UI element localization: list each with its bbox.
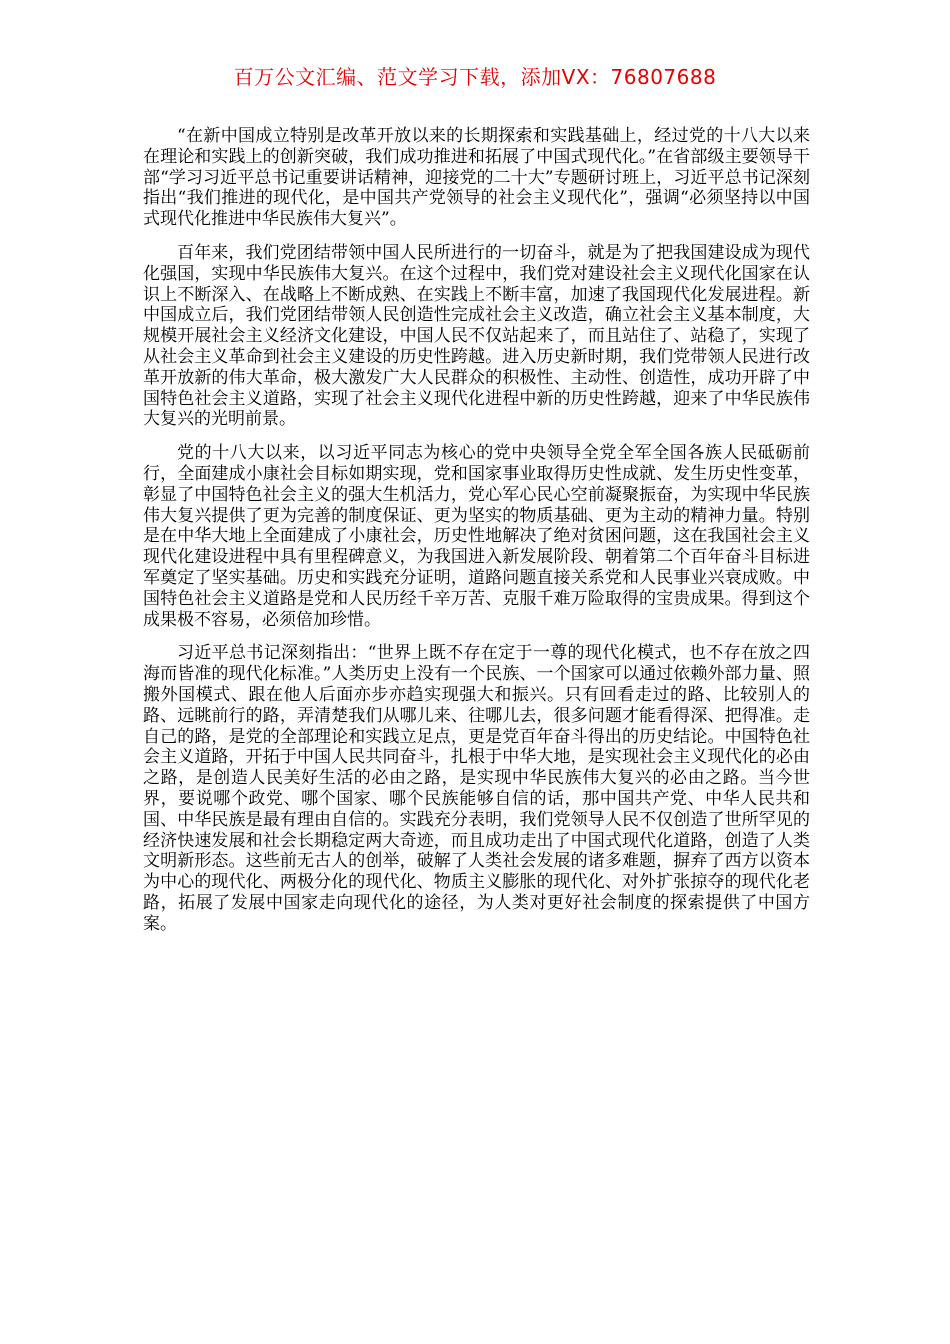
paragraph-1: “在新中国成立特别是改革开放以来的长期探索和实践基础上，经过党的十八大以来在理论和实践上的创新突破，我们成功推进和拓展了中国式现代化。”在省部级主要领导干部“学习习近平总书记重要讲话精神，迎接党的二十大”专题研讨班上，习近平总书记深刻指出“我们推进的现代化，是中国共产党领导的社会主义现代化”，强调“必须坚持以中国式现代化推进中华民族伟大复兴”。 [143, 126, 810, 230]
paragraph-4: 习近平总书记深刻指出：“世界上既不存在定于一尊的现代化模式，也不存在放之四海而皆准的现代化标准。”人类历史上没有一个民族、一个国家可以通过依赖外部力量、照搬外国模式、跟在他人后面亦步亦趋实现强大和振兴。只有回看走过的路、比较别人的路、远眺前行的路，弄清楚我们从哪儿来、往哪儿去，很多问题才能看得深、把得准。走自己的路，是党的全部理论和实践立足点，更是党百年奋斗得出的历史结论。中国特色社会主义道路，开拓于中国人民共同奋斗，扎根于中华大地，是实现社会主义现代化的必由之路，是创造人民美好生活的必由之路，是实现中华民族伟大复兴的必由之路。当今世界，要说哪个政党、哪个国家、哪个民族能够自信的话，那中国共产党、中华人民共和国、中华民族是最有理由自信的。实践充分表明，我们党领导人民不仅创造了世所罕见的经济快速发展和社会长期稳定两大奇迹，而且成功走出了中国式现代化道路，创造了人类文明新形态。这些前无古人的创举，破解了人类社会发展的诸多难题，摒弃了西方以资本为中心的现代化、两极分化的现代化、物质主义膨胀的现代化、对外扩张掠夺的现代化老路，拓展了发展中国家走向现代化的途径，为人类对更好社会制度的探索提供了中国方案。 [143, 643, 810, 934]
document-body [143, 126, 810, 934]
watermark-header-text: 百万公文汇编、范文学习下载，添加VX：76807688 [233, 65, 717, 89]
paragraph-2: 百年来，我们党团结带领中国人民所进行的一切奋斗，就是为了把我国建设成为现代化强国，实现中华民族伟大复兴。在这个过程中，我们党对建设社会主义现代化国家在认识上不断深入、在战略上不断成熟、在实践上不断丰富，加速了我国现代化发展进程。新中国成立后，我们党团结带领人民创造性完成社会主义改造，确立社会主义基本制度，大规模开展社会主义经济文化建设，中国人民不仅站起来了，而且站住了、站稳了，实现了从社会主义革命到社会主义建设的历史性跨越。进入历史新时期，我们党带领人民进行改革开放新的伟大革命，极大激发广大人民群众的积极性、主动性、创造性，成功开辟了中国特色社会主义道路，实现了社会主义现代化进程中新的历史性跨越，迎来了中华民族伟大复兴的光明前景。 [143, 242, 810, 430]
paragraph-3: 党的十八大以来，以习近平同志为核心的党中央领导全党全军全国各族人民砥砺前行，全面建成小康社会目标如期实现，党和国家事业取得历史性成就、发生历史性变革，彰显了中国特色社会主义的强大生机活力，党心军心民心空前凝聚振奋，为实现中华民族伟大复兴提供了更为完善的制度保证、更为坚实的物质基础、更为主动的精神力量。特别是在中华大地上全面建成了小康社会，历史性地解决了绝对贫困问题，这在我国社会主义现代化建设进程中具有里程碑意义，为我国进入新发展阶段、朝着第二个百年奋斗目标进军奠定了坚实基础。历史和实践充分证明，道路问题直接关系党和人民事业兴衰成败。中国特色社会主义道路是党和人民历经千辛万苦、克服千难万险取得的宝贵成果。得到这个成果极不容易，必须倍加珍惜。 [143, 443, 810, 630]
